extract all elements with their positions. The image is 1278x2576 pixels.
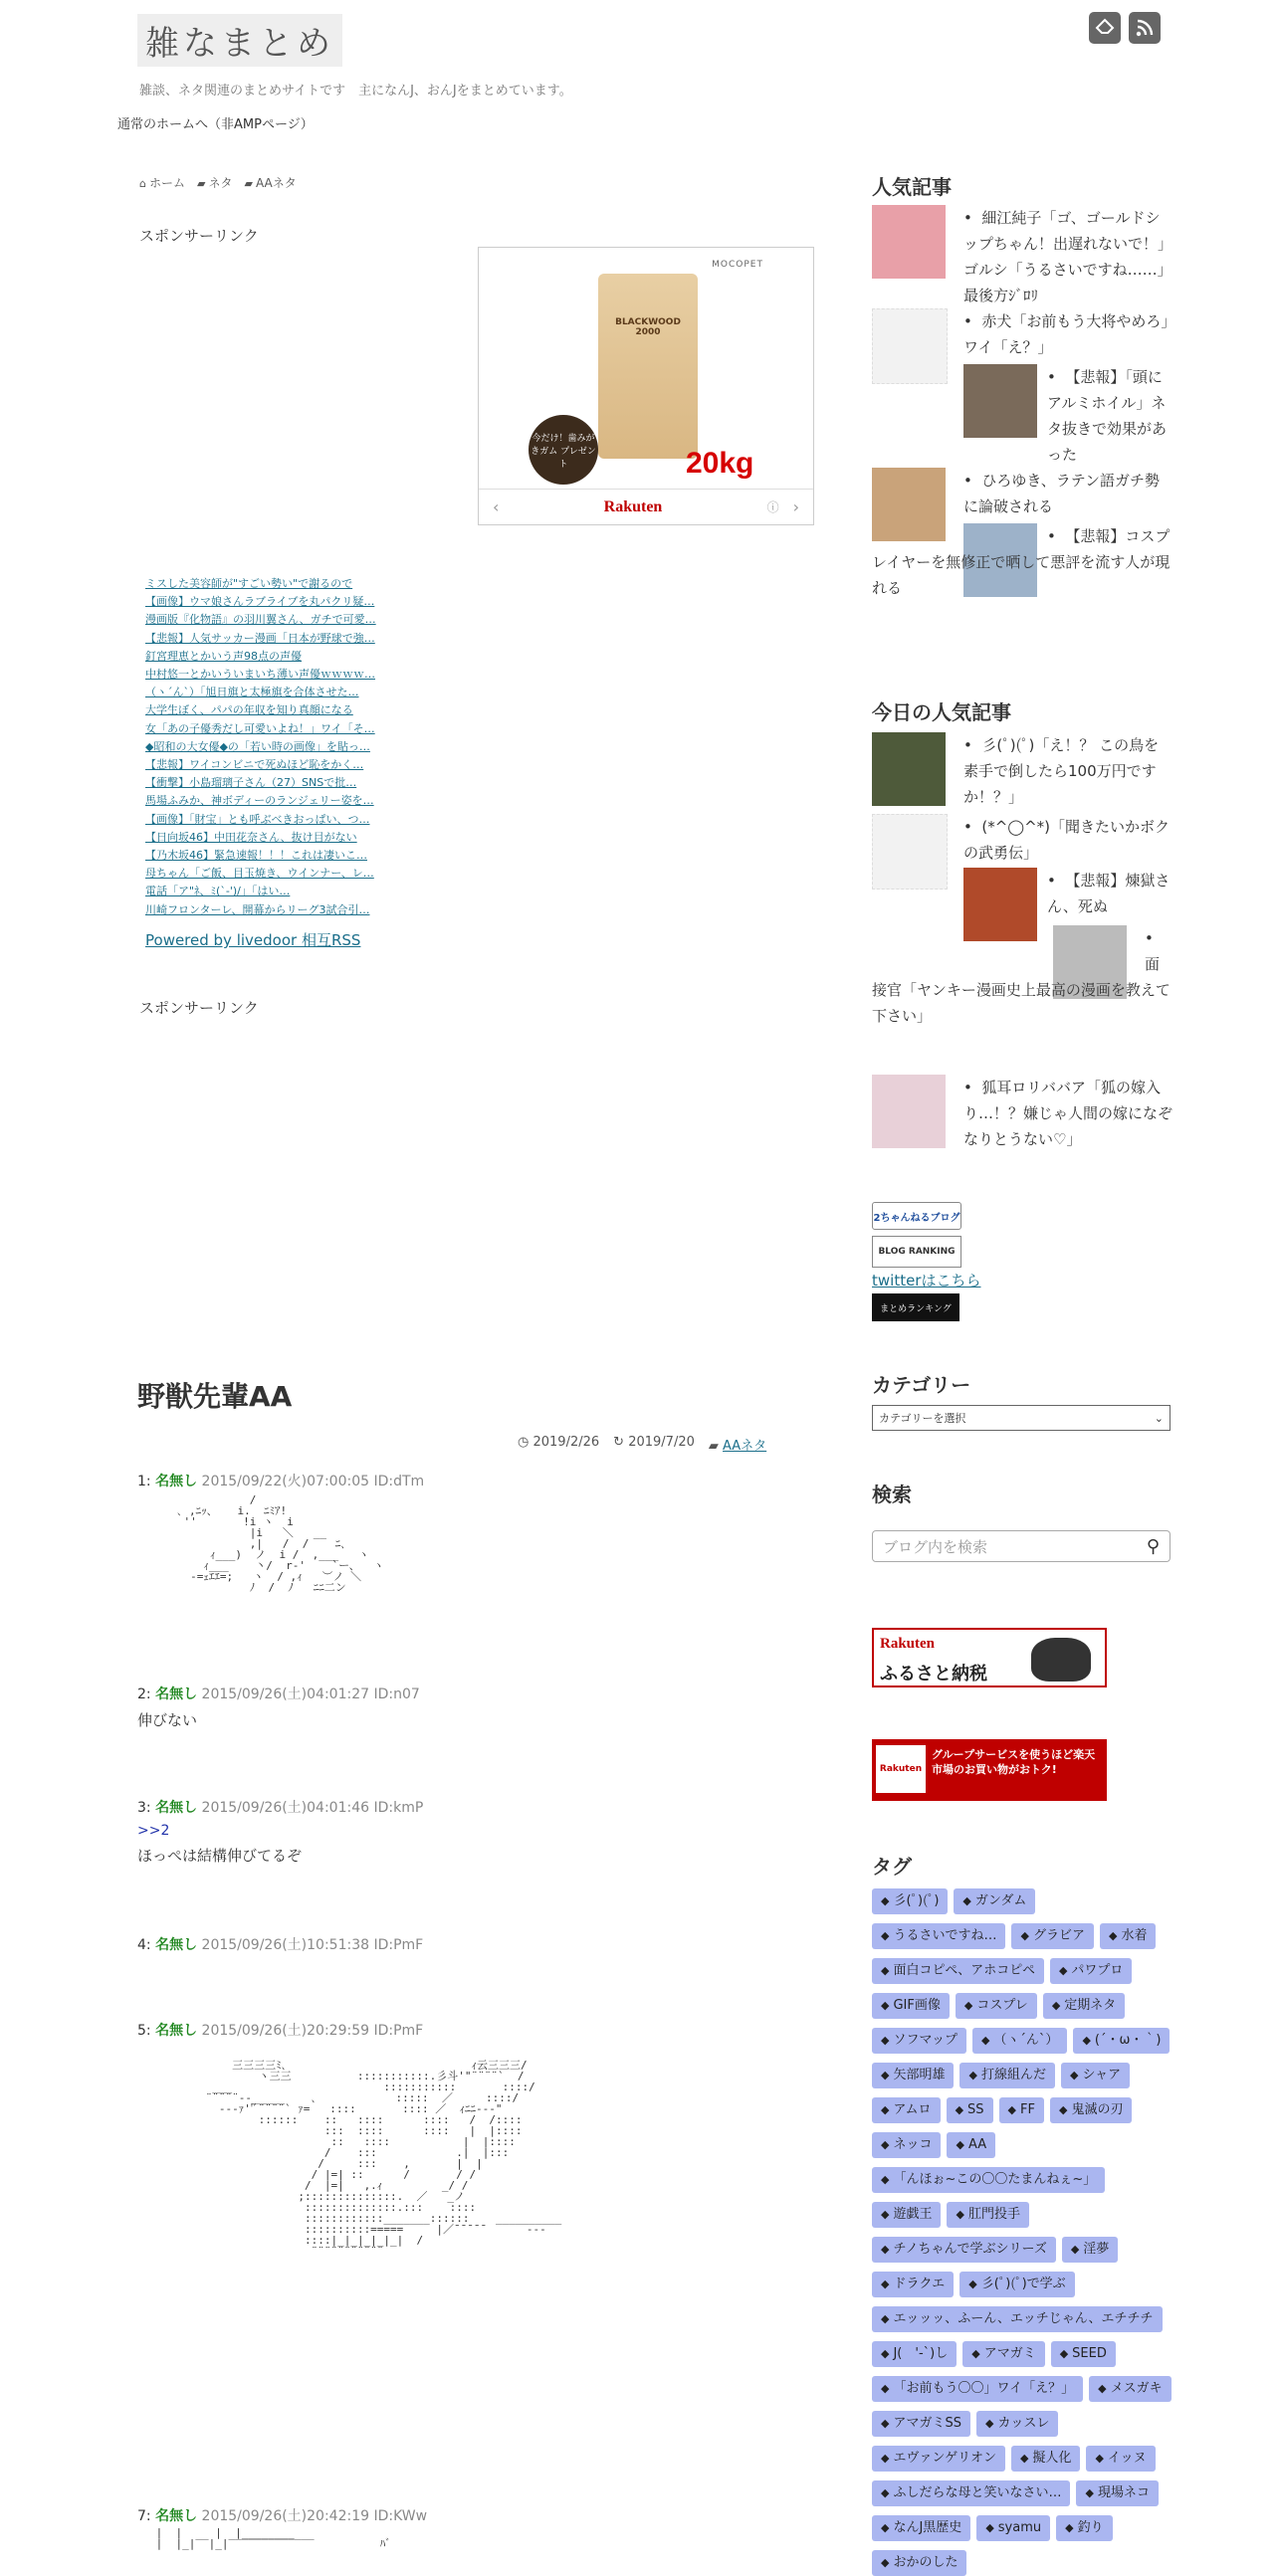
tag-icon: ◆: [881, 1894, 890, 1907]
post-date: 2015/09/26(土)20:42:19 ID:KWw: [201, 2508, 428, 2524]
rss-link[interactable]: 電話「ア"ﾈ、ﾐ(`-')/」「はい…: [145, 885, 291, 898]
popular-article-link[interactable]: • ひろゆき、ラテン語ガチ勢に論破される: [963, 472, 1161, 515]
tag-chip[interactable]: ◆ 打線組んだ: [959, 2063, 1054, 2088]
article-thumbnail[interactable]: [872, 1075, 946, 1148]
tag-chip[interactable]: ◆ (´・ω・｀): [1073, 2028, 1170, 2054]
article-thumbnail[interactable]: [872, 308, 948, 384]
tag-icon: ◆: [881, 2173, 890, 2186]
tag-icon: ◆: [955, 2103, 964, 2116]
tag-chip[interactable]: ◆ メスガキ: [1089, 2376, 1171, 2402]
tag-icon: ◆: [1085, 2486, 1094, 2499]
post-header: 4: 名無し 2015/09/26(土)10:51:38 ID:PmF: [137, 1937, 424, 1953]
rakuten-logo: Rakuten: [880, 1636, 936, 1652]
tag-icon: ◆: [881, 2243, 890, 2256]
blog-ranking-badge[interactable]: BLOG RANKING: [872, 1236, 961, 1268]
tag-chip[interactable]: ◆ エヴァンゲリオン: [872, 2446, 1005, 2472]
info-icon[interactable]: ⓘ: [766, 500, 779, 514]
rakuten-furusato-banner[interactable]: Rakuten ふるさと納税: [872, 1628, 1107, 1687]
updated-date: 2019/7/20: [628, 1435, 695, 1450]
rakuten-spu-logo: Rakuten: [876, 1745, 926, 1793]
tag-chip[interactable]: ◆ 「んほぉ~この〇〇たまんねぇ~」: [872, 2167, 1105, 2193]
rss-link[interactable]: 釘宮理恵とかいう声98点の声優: [145, 649, 302, 663]
tag-chip[interactable]: ◆ AA: [947, 2132, 995, 2158]
tag-chip[interactable]: ◆ ドラクエ: [872, 2272, 954, 2297]
tag-icon: ◆: [956, 2208, 964, 2221]
rss-powered-link[interactable]: Powered by livedoor 相互RSS: [145, 931, 361, 949]
tag-icon: ◆: [881, 2556, 890, 2569]
home-icon: ⌂: [139, 177, 146, 190]
article-thumbnail[interactable]: [872, 814, 948, 890]
tag-chip[interactable]: ◆ SEED: [1051, 2341, 1116, 2367]
tag-chip[interactable]: ◆ パワプロ: [1050, 1958, 1132, 1984]
today-article-link[interactable]: • 面接官「ヤンキー漫画史上最高の漫画を教えて下さい」: [872, 929, 1171, 1025]
teapot-image: [1031, 1638, 1091, 1682]
rss-link[interactable]: 【悲報】人気サッカー漫画「日本が野球で強…: [145, 631, 375, 645]
reply-anchor-link[interactable]: >>2: [137, 1823, 170, 1839]
tag-chip[interactable]: ◆ アマガミSS: [872, 2411, 970, 2437]
tag-icon: ◆: [881, 2138, 890, 2151]
breadcrumb-aa[interactable]: ▰ AAネタ: [244, 176, 297, 190]
tag-chip[interactable]: ◆ ネッコ: [872, 2132, 941, 2158]
ad-gift-badge: 今だけ！歯みがきガム プレゼント: [529, 415, 598, 485]
rss-link[interactable]: 【日向坂46】中田花奈さん、抜け目がない: [145, 830, 357, 844]
tag-chip[interactable]: ◆ アムロ: [872, 2097, 941, 2123]
breadcrumb-neta[interactable]: ▰ ネタ: [197, 176, 233, 190]
tag-chip[interactable]: ◆ チノちゃんで学ぶシリーズ: [872, 2237, 1056, 2263]
tag-chip[interactable]: ◆ 「お前もう〇〇」ワイ「え？」: [872, 2376, 1083, 2402]
tag-chip[interactable]: ◆ ガンダム: [954, 1888, 1035, 1914]
tag-icon: ◆: [1051, 1999, 1061, 2012]
tag-icon: ◆: [1058, 2103, 1068, 2116]
tag-chip[interactable]: ◆ エッッッ、ふーん、エッチじゃん、エチチチ: [872, 2306, 1163, 2332]
article-thumbnail[interactable]: [963, 364, 1037, 438]
today-article-link[interactable]: • 【悲報】煉獄さん、死ぬ: [1047, 872, 1171, 915]
tag-icon: ◆: [881, 2347, 890, 2360]
sponsor-label: スポンサーリンク: [139, 999, 259, 1017]
tag-icon: ◆: [984, 2417, 994, 2430]
rss-link[interactable]: 女「あの子優秀だし可愛いよね！」ワイ「そ…: [145, 721, 375, 735]
tag-chip[interactable]: ◆ アマガミ: [962, 2341, 1044, 2367]
popular-article-link[interactable]: • 細江純子「ゴ、ゴールドシップちゃん！出遅れないで！」ゴルシ「うるさいですね……」最後方ｼﾞﾛﾘ: [963, 209, 1173, 304]
twitter-link[interactable]: twitterはこちら: [872, 1272, 981, 1289]
tag-icon: ◆: [881, 2486, 890, 2499]
rss-link[interactable]: 【乃木坂46】緊急速報！！！これは凄いこ…: [145, 849, 367, 863]
article-thumbnail[interactable]: [872, 732, 946, 806]
poster-name: 名無し: [155, 2508, 198, 2524]
ad-weight: 20kg: [686, 447, 754, 480]
today-article-link[interactable]: • 彡(ﾟ)(ﾟ)「え！？ この鳥を素手で倒したら100万円ですか！？」: [963, 736, 1160, 806]
home-link[interactable]: 通常のホームへ（非AMPページ）: [117, 117, 314, 132]
tag-icon: ◆: [956, 2138, 964, 2151]
today-article-link[interactable]: • 狐耳ロリババア「狐の嫁入り…！？嫌じゃ人間の嫁になぞなりとうない♡」: [963, 1079, 1173, 1148]
rakuten-spu-banner[interactable]: Rakuten グループサービスを使うほど楽天市場のお買い物がおトク!: [872, 1739, 1107, 1801]
tag-icon: ◆: [881, 2278, 890, 2290]
tag-icon: ◆: [1070, 2243, 1080, 2256]
tag-icon: ◆: [985, 2521, 994, 2534]
post-header: 3: 名無し 2015/09/26(土)04:01:46 ID:kmP: [137, 1800, 424, 1816]
post-header: 2: 名無し 2015/09/26(土)04:01:27 ID:n07: [137, 1686, 420, 1702]
tag-chip[interactable]: ◆ うるさいですね…: [872, 1923, 1005, 1949]
ad-product-image: [598, 274, 698, 459]
matome-ranking-badge[interactable]: まとめランキング: [872, 1293, 959, 1321]
rss-link[interactable]: 馬場ふみか、神ボディーのランジェリー姿を…: [145, 794, 374, 808]
rss-link[interactable]: 母ちゃん「ご飯、目玉焼き、ウインナー、レ…: [145, 867, 374, 881]
ad-footer: [479, 489, 813, 524]
ad-banner[interactable]: [478, 247, 814, 525]
rss-link[interactable]: 【衝撃】小島瑠璃子さん（27）SNSで批…: [145, 776, 357, 790]
tag-chip[interactable]: ◆ グラビア: [1011, 1923, 1093, 1949]
tag-chip[interactable]: ◆ 現場ネコ: [1076, 2480, 1158, 2506]
popular-article-link[interactable]: • 【悲報】コスプレイヤーを無修正で晒して悪評を流す人が現れる: [872, 527, 1171, 597]
tag-icon: ◆: [881, 1999, 890, 2012]
breadcrumb-home[interactable]: ⌂ ホーム: [139, 176, 185, 190]
article-title: 野獣先輩AA: [137, 1380, 293, 1413]
category-title: カテゴリー: [872, 1373, 971, 1397]
tag-icon: ◆: [881, 2069, 890, 2081]
tag-chip[interactable]: ◆ カッスレ: [976, 2411, 1058, 2437]
chevron-down-icon: ⌄: [1154, 1411, 1164, 1425]
search-title: 検索: [872, 1483, 912, 1506]
tag-chip[interactable]: ◆ 彡(ﾟ)(ﾟ): [872, 1888, 948, 1914]
tag-icon: ◆: [881, 2312, 890, 2325]
tag-chip[interactable]: ◆ 擬人化: [1011, 2446, 1080, 2472]
folder-icon: ▰: [708, 1439, 719, 1454]
chevron-right-icon[interactable]: ›: [792, 497, 799, 516]
post-date: 2015/09/26(土)04:01:27 ID:n07: [201, 1686, 420, 1702]
post-date: 2015/09/22(火)07:00:05 ID:dTm: [201, 1474, 425, 1489]
ascii-art: / ､ ,ﾆｯ、 i. ﾆﾐｱ! '' !i ヽ i |i ＼ __ ,| / / ﾆ､ ｨ___) ノ i / ,___ ヽ ｨ___ 丶/ r-' `ー、 ヽ -=ｪｴｴ=; ヽ / ,ｨ ︶ノ ＼ ﾉ / ﾉ ﾆﾆ二ン: [176, 1493, 384, 1594]
tag-icon: ◆: [968, 2278, 977, 2290]
rss-link[interactable]: 大学生ぼく、パパの年収を知り真顔になる: [145, 703, 353, 717]
post-date: 2015/09/26(土)04:01:46 ID:kmP: [201, 1800, 424, 1816]
ad-rakuten-logo[interactable]: Rakuten: [603, 497, 663, 515]
article-meta: [518, 1435, 766, 1454]
post-body: >>2 ほっぺは結構伸びてるぞ: [137, 1823, 303, 1865]
breadcrumb: [139, 174, 297, 191]
tag-icon: ◆: [980, 2034, 990, 2047]
search-input[interactable]: ブログ内を検索 ⚲: [872, 1530, 1171, 1562]
tag-chip[interactable]: ◆ ソフマップ: [872, 2028, 966, 2054]
site-description: 雑談、ネタ関連のまとめサイトです 主になんJ、おんJをまとめています。: [139, 84, 572, 99]
tag-icon: ◆: [1020, 1929, 1029, 1942]
tag-icon: ◆: [881, 1964, 890, 1977]
tag-chip[interactable]: ◆ おかのした: [872, 2550, 966, 2576]
tag-icon: ◆: [881, 2034, 890, 2047]
post-header: 7: 名無し 2015/09/26(土)20:42:19 ID:KWw: [137, 2508, 428, 2524]
folder-icon: ▰: [244, 177, 253, 190]
article-thumbnail[interactable]: [872, 205, 946, 279]
tag-title: タグ: [872, 1855, 912, 1879]
rss-link[interactable]: 川崎フロンターレ、開幕からリーグ3試合引…: [145, 902, 370, 916]
tag-icon: ◆: [881, 2417, 890, 2430]
tag-chip[interactable]: ◆ シャア: [1061, 2063, 1130, 2088]
clock-icon: ◷: [518, 1435, 530, 1450]
feedly-icon[interactable]: [1089, 12, 1121, 44]
tag-icon: ◆: [971, 2347, 980, 2360]
tag-chip[interactable]: ◆ FF: [999, 2097, 1044, 2123]
tag-chip[interactable]: ◆ 彡(ﾟ)(ﾟ)で学ぶ: [959, 2272, 1074, 2297]
poster-name: 名無し: [155, 1474, 198, 1489]
tag-icon: ◆: [881, 2208, 890, 2221]
rss-link[interactable]: （ヽ´ん`）「旭日旗と太極旗を合体させた…: [145, 686, 359, 699]
tag-chip[interactable]: ◆ 鬼滅の刃: [1050, 2097, 1132, 2123]
ad-product-label: BLACKWOOD 2000: [615, 317, 681, 337]
tag-icon: ◆: [881, 2382, 890, 2395]
history-icon: ↻: [613, 1435, 625, 1450]
category-select[interactable]: カテゴリーを選択 ⌄: [872, 1405, 1171, 1431]
rss-link[interactable]: ◆昭和の大女優◆の「若い時の画像」を貼っ…: [145, 739, 370, 753]
tag-icon: ◆: [1059, 2347, 1069, 2360]
post-header: 5: 名無し 2015/09/26(土)20:29:59 ID:PmF: [137, 2023, 424, 2039]
tag-icon: ◆: [1098, 2382, 1107, 2395]
popular-article-link[interactable]: • 【悲報】「頭にアルミホイル」ネタ抜きで効果があった: [1047, 368, 1168, 464]
ascii-art: 三三三三ﾐ､ ｨ云三三三/ ヽ三三 :::::::::::.彡斗'"¨¨¨¨` / ___ ::::::::::: ::::/ ¨¨¨¨¨‐-_____ ､ ::::: ／ ::::/ ‐‐‐ｧ''ﾞ¨¨¨¨` ｧ= :::: :::: ／ ｨﾆﾆ-‐‐" :::::: :: :::: :::: / /:::: ::: :::: :::: | |:::: :: :::: | |:::: / ::: .| |::: / ::: , | | / |=| :: / / / / |=| ,.ｨ _/ / ;::::::::::::::. ／ _ノ ::::::::::::::.::: :::: ::::::::::::_______:::::: __________ ::::::::::===== |／¯¯¯¯¯ ‐‐‐ ::::|_|_|_|_|_| / ¨¨¨¨¨¨¨¨¨¨¨: [205, 2059, 562, 2258]
rss-link[interactable]: 【画像】ウマ娘さんラブライブを丸パクリ疑…: [145, 595, 375, 609]
poster-name: 名無し: [155, 1686, 198, 1702]
tag-chip[interactable]: ◆ syamu: [976, 2515, 1050, 2541]
tag-icon: ◆: [1069, 2069, 1079, 2081]
rss-link[interactable]: 漫画版『化物語』の羽川翼さん、ガチで可愛…: [145, 613, 376, 627]
tag-chip[interactable]: ◆ SS: [947, 2097, 993, 2123]
post-header: 1: 名無し 2015/09/22(火)07:00:05 ID:dTm: [137, 1474, 425, 1489]
tag-chip[interactable]: ◆ 面白コピペ、アホコピペ: [872, 1958, 1044, 1984]
tag-icon: ◆: [1108, 1929, 1118, 1942]
tag-chip[interactable]: ◆ 淫夢: [1062, 2237, 1118, 2263]
folder-icon: ▰: [197, 177, 206, 190]
tag-icon: ◆: [968, 2069, 977, 2081]
tag-chip[interactable]: ◆ 定期ネタ: [1043, 1993, 1125, 2019]
tag-icon: ◆: [963, 1999, 973, 2012]
tag-chip[interactable]: ◆ 遊戯王: [872, 2202, 941, 2228]
tag-chip[interactable]: ◆ J( '-`)し: [872, 2341, 957, 2367]
rss-link[interactable]: ミスした美容師が"すごい勢い"で謝るので: [145, 577, 353, 590]
tag-icon: ◆: [1095, 2452, 1104, 2465]
tag-icon: ◆: [1082, 2034, 1091, 2047]
poster-name: 名無し: [155, 2023, 198, 2039]
post-date: 2015/09/26(土)10:51:38 ID:PmF: [201, 1937, 424, 1953]
category-link[interactable]: AAネタ: [723, 1439, 767, 1454]
site-title[interactable]: 雑なまとめ: [137, 14, 342, 67]
tag-icon: ◆: [881, 2103, 890, 2116]
tag-chip[interactable]: ◆ （ヽ´ん`）: [972, 2028, 1067, 2054]
tag-chip[interactable]: ◆ なんJ黒歴史: [872, 2515, 970, 2541]
tag-icon: ◆: [881, 1929, 890, 1942]
popular-article-link[interactable]: • 赤犬「お前もう大将やめろ」ワイ「え？」: [963, 312, 1169, 356]
today-article-link[interactable]: • (*^◯^*)「聞きたいかボクの武勇伝」: [963, 818, 1171, 862]
tag-icon: ◆: [881, 2521, 890, 2534]
tag-chip[interactable]: ◆ 肛門投手: [947, 2202, 1028, 2228]
tag-icon: ◆: [1007, 2103, 1017, 2116]
rss-link[interactable]: 【画像】「財宝」とも呼ぶべきおっぱい、つ…: [145, 812, 370, 826]
ascii-art: | | | |________ | |_|‾‾|_|‾‾‾‾‾‾‾‾‾‾‾‾‾ ﾊﾞ: [155, 2526, 391, 2550]
tag-chip[interactable]: ◆ 釣り: [1056, 2515, 1112, 2541]
rss-icon[interactable]: [1129, 12, 1161, 44]
tag-icon: ◆: [1058, 1964, 1068, 1977]
rss-link-list: [145, 575, 404, 919]
rss-link[interactable]: 【悲報】ワイコンビニで死ぬほど恥をかく…: [145, 758, 364, 772]
tag-chip[interactable]: ◆ コスプレ: [956, 1993, 1037, 2019]
tag-chip[interactable]: ◆ GIF画像: [872, 1993, 950, 2019]
posted-date: 2019/2/26: [532, 1435, 600, 1450]
tag-chip[interactable]: ◆ 矢部明雄: [872, 2063, 954, 2088]
popular-title: 人気記事: [872, 175, 952, 199]
search-icon[interactable]: ⚲: [1146, 1535, 1160, 1557]
rss-link[interactable]: 中村悠一とかいういまいち薄い声優ｗｗｗｗ…: [145, 668, 375, 682]
tag-icon: ◆: [1019, 2452, 1029, 2465]
today-popular-title: 今日の人気記事: [872, 700, 1011, 724]
2ch-blog-badge[interactable]: 2ちゃんねるブログ: [872, 1202, 961, 1230]
tag-chip[interactable]: ◆ ふしだらな母と笑いなさい…: [872, 2480, 1070, 2506]
post-body: 伸びない: [137, 1711, 198, 1729]
tag-icon: ◆: [881, 2452, 890, 2465]
tag-list: [872, 1888, 1172, 2576]
post-date: 2015/09/26(土)20:29:59 ID:PmF: [201, 2023, 424, 2039]
poster-name: 名無し: [155, 1800, 198, 1816]
sponsor-label: スポンサーリンク: [139, 227, 259, 245]
tag-icon: ◆: [962, 1894, 971, 1907]
ad-brand: MOCOPET: [712, 260, 763, 270]
tag-chip[interactable]: ◆ イッヌ: [1086, 2446, 1155, 2472]
poster-name: 名無し: [155, 1937, 198, 1953]
tag-chip[interactable]: ◆ 水着: [1100, 1923, 1156, 1949]
tag-icon: ◆: [1065, 2521, 1074, 2534]
chevron-left-icon[interactable]: ‹: [493, 497, 500, 516]
